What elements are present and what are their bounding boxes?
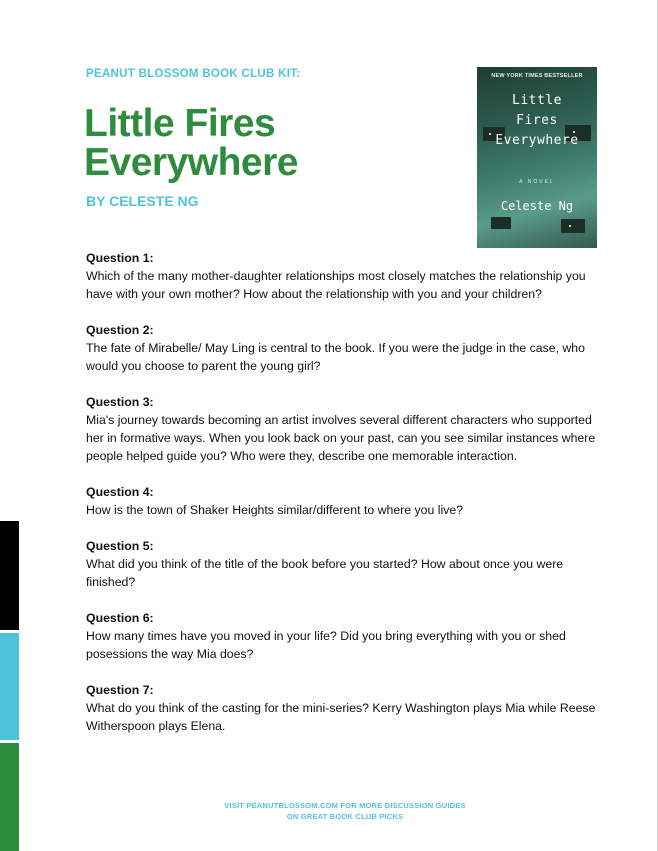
question-item [86, 393, 596, 465]
book-cover-image [477, 67, 597, 248]
question-label: Question 3: [86, 395, 154, 409]
question-text: The fate of Mirabelle/ May Ling is central to the book. If you were the judge in the case, who would you choose to parent the young girl? [86, 341, 585, 373]
side-accent-bar-black [0, 521, 19, 630]
question-label: Question 2: [86, 323, 154, 337]
footer-line-1: VISIT PEANUTBLOSSOM.COM FOR MORE DISCUSSION GUIDES [224, 801, 466, 810]
cover-house-shape [491, 217, 511, 229]
footer-line-2: ON GREAT BOOK CLUB PICKS [286, 812, 404, 821]
question-text: What do you think of the casting for the mini-series? Kerry Washington plays Mia while Reese Witherspoon plays Elena. [86, 701, 596, 733]
cover-window-light [569, 225, 571, 227]
cover-title-line-2: Fires [516, 113, 558, 128]
book-title-line-2: Everywhere [84, 141, 298, 184]
cover-novel-label: A NOVEL [519, 179, 555, 185]
question-text: Which of the many mother-daughter relationships most closely matches the relationship you have with your own mother? How about the relationship with you and your children? [86, 269, 586, 301]
question-item [86, 681, 596, 735]
question-item [86, 321, 596, 375]
book-author: BY CELESTE NG [86, 193, 199, 209]
question-text: How is the town of Shaker Heights similar/different to where you live? [86, 503, 464, 517]
question-item [86, 537, 596, 591]
question-list [86, 249, 596, 753]
question-label: Question 7: [86, 683, 154, 697]
question-text: What did you think of the title of the book before you started? How about once you were finished? [86, 557, 564, 589]
question-item [86, 609, 596, 663]
question-text: How many times have you moved in your life? Did you bring everything with you or shed posessions the way Mia does? [86, 629, 566, 661]
question-label: Question 6: [86, 611, 154, 625]
question-item [86, 249, 596, 303]
cover-title-line-1: Little [512, 93, 562, 108]
question-label: Question 4: [86, 485, 154, 499]
cover-title-line-3: Everywhere [495, 133, 579, 148]
footer-note [150, 800, 540, 822]
question-label: Question 1: [86, 251, 154, 265]
book-title [84, 104, 298, 182]
side-accent-bar-green [0, 743, 19, 851]
book-title-line-1: Little Fires [84, 102, 276, 145]
kit-label: PEANUT BLOSSOM BOOK CLUB KIT: [86, 68, 301, 80]
cover-house-shape [561, 219, 585, 233]
side-accent-bar-blue [0, 633, 19, 740]
question-text: Mia's journey towards becoming an artist involves several different characters who supported her in formative ways. When you look back on your past, can you see similar instances where people helped guide you? Who were they, describe one memorable interaction. [86, 413, 596, 463]
question-item [86, 483, 596, 519]
cover-author: Celeste Ng [500, 199, 574, 213]
question-label: Question 5: [86, 539, 154, 553]
cover-bestseller-text: NEW YORK TIMES BESTSELLER [491, 73, 583, 79]
cover-title [477, 91, 597, 151]
